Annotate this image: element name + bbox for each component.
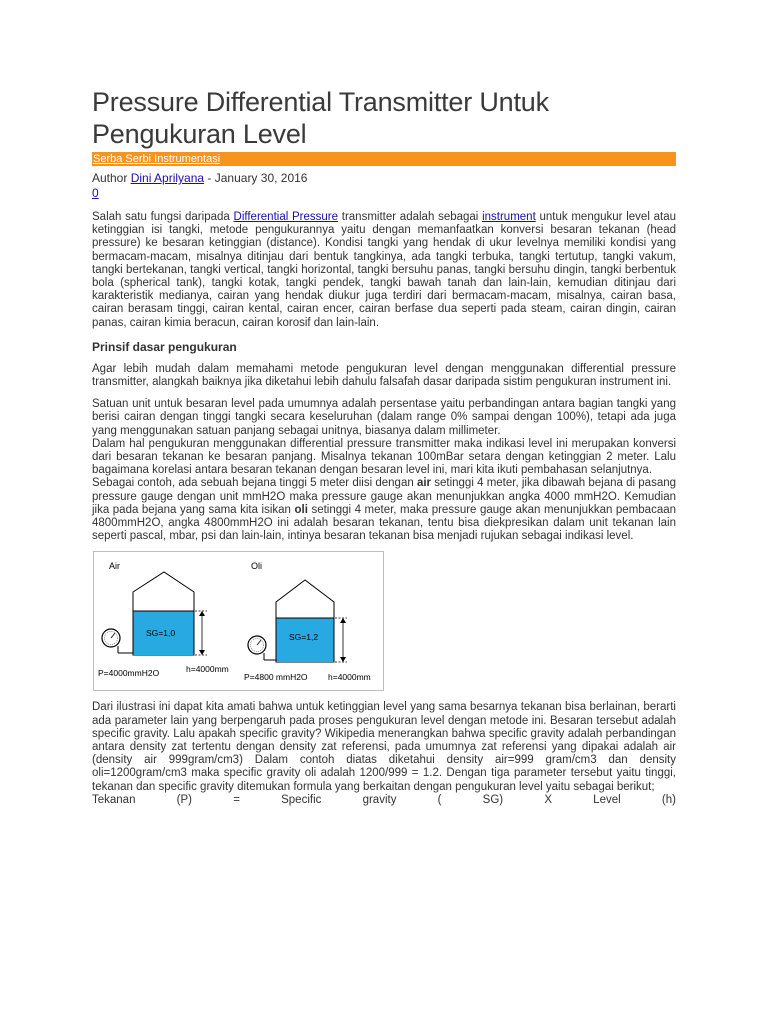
comment-count-row bbox=[92, 186, 676, 201]
air-pressure-gauge bbox=[102, 629, 133, 653]
paragraph-principle: Agar lebih mudah dalam memahami metode pengukuran level dengan menggunakan differential pressure transmitter, alangkah baiknya jika diketahui lebih dahulu falsafah dasar daripada sistim pengukuran instrument ini. bbox=[92, 362, 676, 389]
post-date: - January 30, 2016 bbox=[204, 171, 308, 185]
instrument-link[interactable]: instrument bbox=[482, 211, 536, 223]
tank-diagram bbox=[94, 552, 383, 690]
comment-count-link[interactable]: 0 bbox=[92, 186, 99, 200]
page-title: Pressure Differential Transmitter Untuk Pengukuran Level bbox=[92, 87, 549, 149]
category-link[interactable]: Serba Serbi Instrumentasi bbox=[93, 153, 221, 165]
air-sg-label: SG=1,0 bbox=[146, 628, 176, 639]
air-level-arrow bbox=[195, 611, 207, 655]
paragraph-units: Satuan unit untuk besaran level pada umumnya adalah persentase yaitu perbandingan antara bagian tangki yang berisi cairan dengan tinggi tangki secara keseluruhan (dalam range 0% sampai dengan 100%), tetapi ada juga yang menggunakan satuan panjang sebagai unitnya, biasanya dalam millimeter. Dalam hal pengukuran menggunakan differential pressure transmitter maka indikasi level ini merupakan konversi dari besaran tekanan ke besaran panjang. Misalnya tekanan 100mBar setara dengan ketinggian 2 meter. Lalu bagaimana korelasi antara besaran tekanan dengan besaran level ini, mari kita ikuti pembahasan selanjutnya. Sebagai contoh, ada sebuah bejana tinggi 5 meter diisi dengan air setinggi 4 meter, jika dibawah bejana di pasang pressure gauge dengan unit mmH2O maka pressure gauge akan menunjukkan angka 4000 mmH2O. Kemudian jika pada bejana yang sama kita isikan oli setinggi 4 meter, maka pressure gauge akan menunjukkan pembacaan 4800mmH2O, angka 4800mmH2O ini adalah besaran tekanan, tentu bisa diekpresikan dalam unit tekanan lain seperti pascal, mbar, psi dan lain-lain, intinya besaran tekanan bisa menjadi rujukan sebagai indikasi level. bbox=[92, 398, 677, 543]
oli-label: Oli bbox=[251, 561, 262, 572]
post-meta bbox=[92, 171, 676, 186]
differential-pressure-link[interactable]: Differential Pressure bbox=[233, 211, 339, 223]
oli-height-label: h=4000mm bbox=[328, 672, 371, 683]
air-height-label: h=4000mm bbox=[186, 664, 229, 675]
intro-paragraph: Salah satu fungsi daripada Differential Pressure transmitter adalah sebagai instrument untuk mengukur level atau ketinggian isi tangki, metode pengukurannya yaitu dengan memanfaatkan konversi besaran tekanan (head pressure) ke besaran ketinggian (distance). Kondisi tangki yang hendak di ukur levelnya memiliki kondisi yang bermacam-macam, misalnya ditinjau dari bentuk tangkinya, ada tangki terbuka, tangki tertutup, tangki vakum, tangki bertekanan, tangki vertical, tangki horizontal, tangki bersuhu panas, tangki bersuhu dingin, tangki berbentuk bola (spherical tank), tangki kotak, tangki pendek, tangki bawah tanah dan lain-lain, kemudian ditinjau dari karakteristik medianya, cairan yang hendak diukur juga terdiri dari bermacam-macam, misalnya, cairan basa, cairan berasam tinggi, cairan kental, cairan encer, cairan berfase dua seperti pada steam, cairan dingin, cairan panas, cairan kimia beracun, cairan korosif dan lain-lain. bbox=[92, 211, 676, 329]
oli-pressure-label: P=4800 mmH2O bbox=[244, 672, 308, 683]
category-bar bbox=[92, 152, 676, 166]
tank-illustration bbox=[93, 551, 384, 691]
oli-pressure-gauge bbox=[248, 636, 276, 660]
air-pressure-label: P=4000mmH2O bbox=[98, 668, 160, 679]
paragraph-specific-gravity: Dari ilustrasi ini dapat kita amati bahwa untuk ketinggian level yang sama besarnya tekanan bisa berlainan, berarti ada parameter lain yang berpengaruh pada proses pengukuran level dengan metode ini. Besaran tersebut adalah specific gravity. Lalu apakah specific gravity? Wikipedia menerangkan bahwa specific gravity adalah perbandingan antara density zat tertentu dengan density zat referensi, pada umumnya zat referensi yang dipakai adalah air (density air 999gram/cm3) Dalam contoh diatas diketahui density air=999 gram/cm3 dan density oli=1200gram/cm3 maka specific gravity oli adalah 1200/999 = 1.2. Dengan tiga parameter tersebut yaitu tinggi, tekanan dan specific gravity ditemukan formula yang berkaitan dengan pengukuran level yaitu sebagai berikut; bbox=[92, 701, 676, 793]
air-label: Air bbox=[109, 561, 120, 572]
oli-sg-label: SG=1,2 bbox=[289, 632, 319, 643]
formula-line: Tekanan (P) = Specific gravity ( SG) X Level (h) bbox=[92, 793, 676, 806]
author-prefix: Author bbox=[92, 171, 131, 185]
air-tank bbox=[133, 572, 194, 655]
oli-tank bbox=[276, 580, 334, 662]
oli-level-arrow bbox=[335, 618, 347, 662]
section-heading: Prinsif dasar pengukuran bbox=[92, 339, 237, 354]
author-link[interactable]: Dini Aprilyana bbox=[130, 171, 205, 185]
article bbox=[92, 86, 676, 807]
